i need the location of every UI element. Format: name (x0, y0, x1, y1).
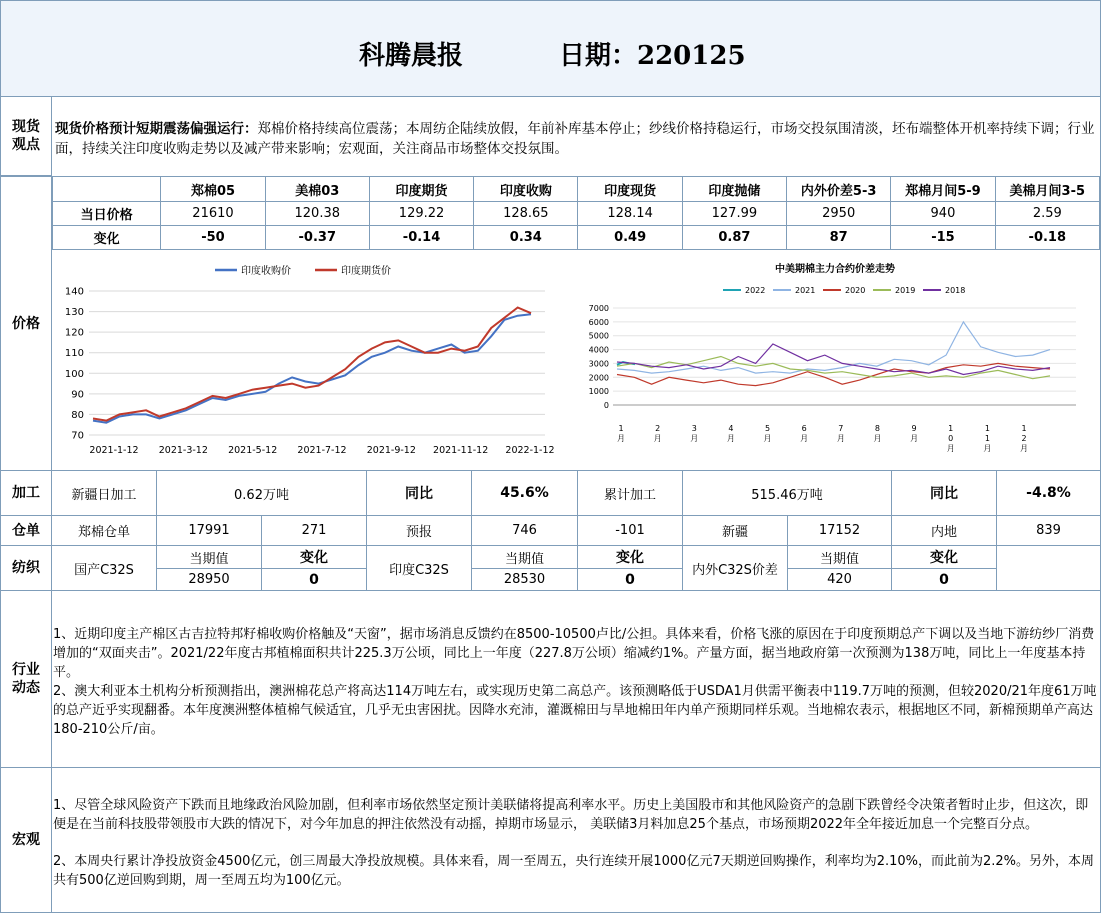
spin-cur-value: 28530 (472, 569, 578, 590)
report-date: 日期：220125 (559, 41, 746, 71)
x-tick-label: 1 0 月 (946, 424, 955, 453)
warehouse-section-label: 仓单 (1, 516, 52, 546)
spot-headline: 现货价格预计短期震荡偏强运行： (55, 121, 258, 137)
change-cell: -50 (161, 226, 265, 250)
y-tick-label: 0 (603, 401, 609, 410)
legend-label: 印度期货价 (341, 266, 391, 277)
india-price-chart (57, 253, 557, 463)
spin-group-name: 内外C32S价差 (683, 546, 788, 590)
price-cell: 940 (891, 202, 995, 226)
x-tick-label: 2021-3-12 (158, 445, 208, 456)
inland-label: 内地 (892, 516, 997, 545)
spin-group-name: 印度C32S (367, 546, 472, 590)
price-cell: 127.99 (682, 202, 786, 226)
yoy-label: 同比 (367, 471, 472, 515)
spin-cur-value: 420 (788, 569, 892, 590)
forecast-label: 预报 (367, 516, 472, 545)
warehouse-name: 郑棉仓单 (52, 516, 157, 545)
cumulative-processing-value: 515.46万吨 (683, 471, 892, 515)
daily-processing-value: 0.62万吨 (157, 471, 367, 515)
macro-paragraph-1: 1、尽管全球风险资产下跌而且地缘政治风险加剧，但利率市场依然坚定预计美联储将提高利率水平。历史上美国股市和其他风险资产的急剧下跌曾经令决策者暂时止步，但这次，即便是在当前科技股带领股市大跌的情况下，对今年加息的押注依然没有动摇，掉期市场显示， 美联储3月料加息25个基点，市场预期2022年全年接近加息一个完整百分点。 (53, 798, 1089, 832)
y-tick-label: 7000 (588, 304, 609, 313)
forecast-value: 746 (472, 516, 578, 545)
spin-chg-label: 变化 (262, 546, 367, 569)
change-cell: -0.14 (369, 226, 473, 250)
legend-label: 2020 (845, 286, 866, 295)
change-cell: 0.34 (474, 226, 578, 250)
industry-section-label: 行业 动态 (1, 591, 52, 768)
col-header: 美棉月间3-5 (995, 177, 1099, 202)
price-section-label: 价格 (1, 177, 52, 471)
spin-cur-label: 当期值 (472, 546, 578, 569)
x-tick-label: 3 月 (690, 424, 699, 443)
spin-chg-label: 变化 (578, 546, 683, 569)
y-tick-label: 3000 (588, 359, 609, 369)
x-tick-label: 2021-11-12 (433, 445, 489, 456)
price-cell: 21610 (161, 202, 265, 226)
table-row (53, 202, 1100, 226)
yoy-value: 45.6% (472, 471, 578, 515)
y-tick-label: 5000 (588, 331, 609, 341)
x-tick-label: 6 月 (800, 424, 809, 443)
series-line-印度期货价 (93, 308, 531, 421)
price-cell: 128.65 (474, 202, 578, 226)
row-label: 变化 (53, 226, 161, 250)
chart-title: 中美期棉主力合约价差走势 (775, 264, 895, 275)
col-header: 印度收购 (474, 177, 578, 202)
legend-label: 2021 (795, 286, 816, 295)
xinjiang-value: 17152 (788, 516, 892, 545)
y-tick-label: 70 (71, 430, 84, 442)
spot-body: 郑棉价格持续高位震荡；本周纺企陆续放假，年前补库基本停止；纱线价格持稳运行，市场交投氛围清淡，坯布端整体开机率持续下调；行业面，持续关注印度收购走势以及减产带来影响；宏观面，关注商品市场整体交投氛围。 (55, 121, 1095, 157)
x-tick-label: 5 月 (763, 424, 772, 443)
price-cell: 2950 (787, 202, 891, 226)
spin-cur-label: 当期值 (157, 546, 262, 569)
x-tick-label: 9 月 (910, 424, 919, 443)
y-tick-label: 80 (71, 409, 84, 421)
x-tick-label: 2021-1-12 (89, 445, 139, 456)
daily-processing-label: 新疆日加工 (52, 471, 157, 515)
industry-paragraph-2: 2、澳大利亚本土机构分析预测指出，澳洲棉花总产将高达114万吨左右，或实现历史第二高总产。该预测略低于USDA1月供需平衡表中119.7万吨的预测，但较2020/21年度61万吨的总产近乎实现翻番。本年度澳洲整体植棉气候适宜，几乎无虫害困扰。因降水充沛，灌溉棉田与旱地棉田年内单产预期同样乐观。当地棉农表示，根据地区不同，新棉预期单产高达180-210公斤/亩。 (53, 684, 1097, 737)
spinning-section-label: 纺织 (1, 546, 52, 591)
table-row (53, 226, 1100, 250)
macro-section-label: 宏观 (1, 768, 52, 912)
x-tick-label: 1 月 (617, 424, 625, 443)
report-title: 科腾晨报 (359, 41, 464, 71)
spin-chg-value: 0 (578, 569, 683, 590)
warehouse-value: 17991 (157, 516, 262, 545)
change-cell: -15 (891, 226, 995, 250)
spot-section-label: 现货 观点 (1, 97, 52, 176)
change-cell: -0.37 (265, 226, 369, 250)
change-cell: -0.18 (995, 226, 1099, 250)
x-tick-label: 2021-5-12 (228, 445, 278, 456)
spin-cur-label: 当期值 (788, 546, 892, 569)
x-tick-label: 2 月 (653, 424, 662, 443)
yoy2-label: 同比 (892, 471, 997, 515)
series-line-2020 (617, 363, 1050, 385)
x-tick-label: 4 月 (726, 424, 735, 443)
y-tick-label: 1000 (588, 387, 609, 397)
spin-chg-value: 0 (262, 569, 367, 590)
macro-paragraph-2: 2、本周央行累计净投放资金4500亿元，创三周最大净投放规模。具体来看，周一至周五，央行连续开展1000亿元7天期逆回购操作，利率均为2.10%，而此前为2.2%。另外，本周共有500亿逆回购到期，周一至周五均为100亿元。 (53, 854, 1095, 888)
series-line-印度收购价 (93, 314, 531, 422)
change-cell: 0.87 (682, 226, 786, 250)
row-label: 当日价格 (53, 202, 161, 226)
y-tick-label: 2000 (588, 373, 609, 383)
spin-chg-label: 变化 (892, 546, 997, 569)
legend-label: 印度收购价 (241, 266, 291, 277)
x-tick-label: 7 月 (836, 424, 845, 443)
spin-chg-value: 0 (892, 569, 997, 590)
y-tick-label: 4000 (588, 345, 609, 355)
y-tick-label: 120 (64, 327, 84, 339)
x-tick-label: 2022-1-12 (505, 445, 555, 456)
col-header: 内外价差5-3 (787, 177, 891, 202)
x-tick-label: 2021-7-12 (297, 445, 347, 456)
spin-group-name: 国产C32S (52, 546, 157, 590)
y-tick-label: 100 (64, 368, 84, 380)
yoy2-value: -4.8% (1026, 485, 1071, 501)
col-header: 郑棉05 (161, 177, 265, 202)
inland-value: 839 (1036, 523, 1061, 538)
y-tick-label: 6000 (588, 317, 609, 327)
spread-chart (571, 253, 1093, 463)
x-tick-label: 8 月 (873, 424, 882, 443)
x-tick-label: 1 1 月 (983, 424, 992, 453)
change-cell: 0.49 (578, 226, 682, 250)
legend-label: 2018 (945, 286, 966, 295)
change-cell: 87 (787, 226, 891, 250)
price-table-header (53, 177, 1100, 202)
xinjiang-label: 新疆 (683, 516, 788, 545)
legend-label: 2022 (745, 286, 766, 295)
price-table (52, 176, 1100, 250)
cumulative-processing-label: 累计加工 (578, 471, 683, 515)
x-tick-label: 1 2 月 (1020, 424, 1028, 453)
spot-view-text (55, 119, 1095, 159)
col-header: 印度抛储 (682, 177, 786, 202)
price-cell: 128.14 (578, 202, 682, 226)
y-tick-label: 90 (71, 389, 84, 401)
price-cell: 120.38 (265, 202, 369, 226)
price-cell: 2.59 (995, 202, 1099, 226)
col-header: 印度期货 (369, 177, 473, 202)
title-bar (1, 1, 1100, 97)
warehouse-change: 271 (262, 516, 367, 545)
industry-paragraph-1: 1、近期印度主产棉区古吉拉特邦籽棉收购价格触及“天窗”，据市场消息反馈约在8500-10500卢比/公担。具体来看，价格飞涨的原因在于印度预期总产下调以及当地下游纺纱厂消费增加的“双面夹击”。2021/22年度古邦植棉面积共计225.3万公顷，同比上一年度（227.8万公顷）缩减约1%。产量方面，据当地政府第一次预测为138万吨，同比上一年度基本持平。 (53, 627, 1095, 680)
price-cell: 129.22 (369, 202, 473, 226)
y-tick-label: 140 (64, 286, 84, 298)
y-tick-label: 130 (64, 307, 84, 319)
legend-label: 2019 (895, 286, 916, 295)
processing-section-label: 加工 (1, 471, 52, 516)
y-tick-label: 110 (64, 348, 84, 360)
col-header: 印度现货 (578, 177, 682, 202)
col-header: 郑棉月间5-9 (891, 177, 995, 202)
spin-cur-value: 28950 (157, 569, 262, 590)
col-header: 美棉03 (265, 177, 369, 202)
forecast-change: -101 (578, 516, 683, 545)
x-tick-label: 2021-9-12 (366, 445, 416, 456)
